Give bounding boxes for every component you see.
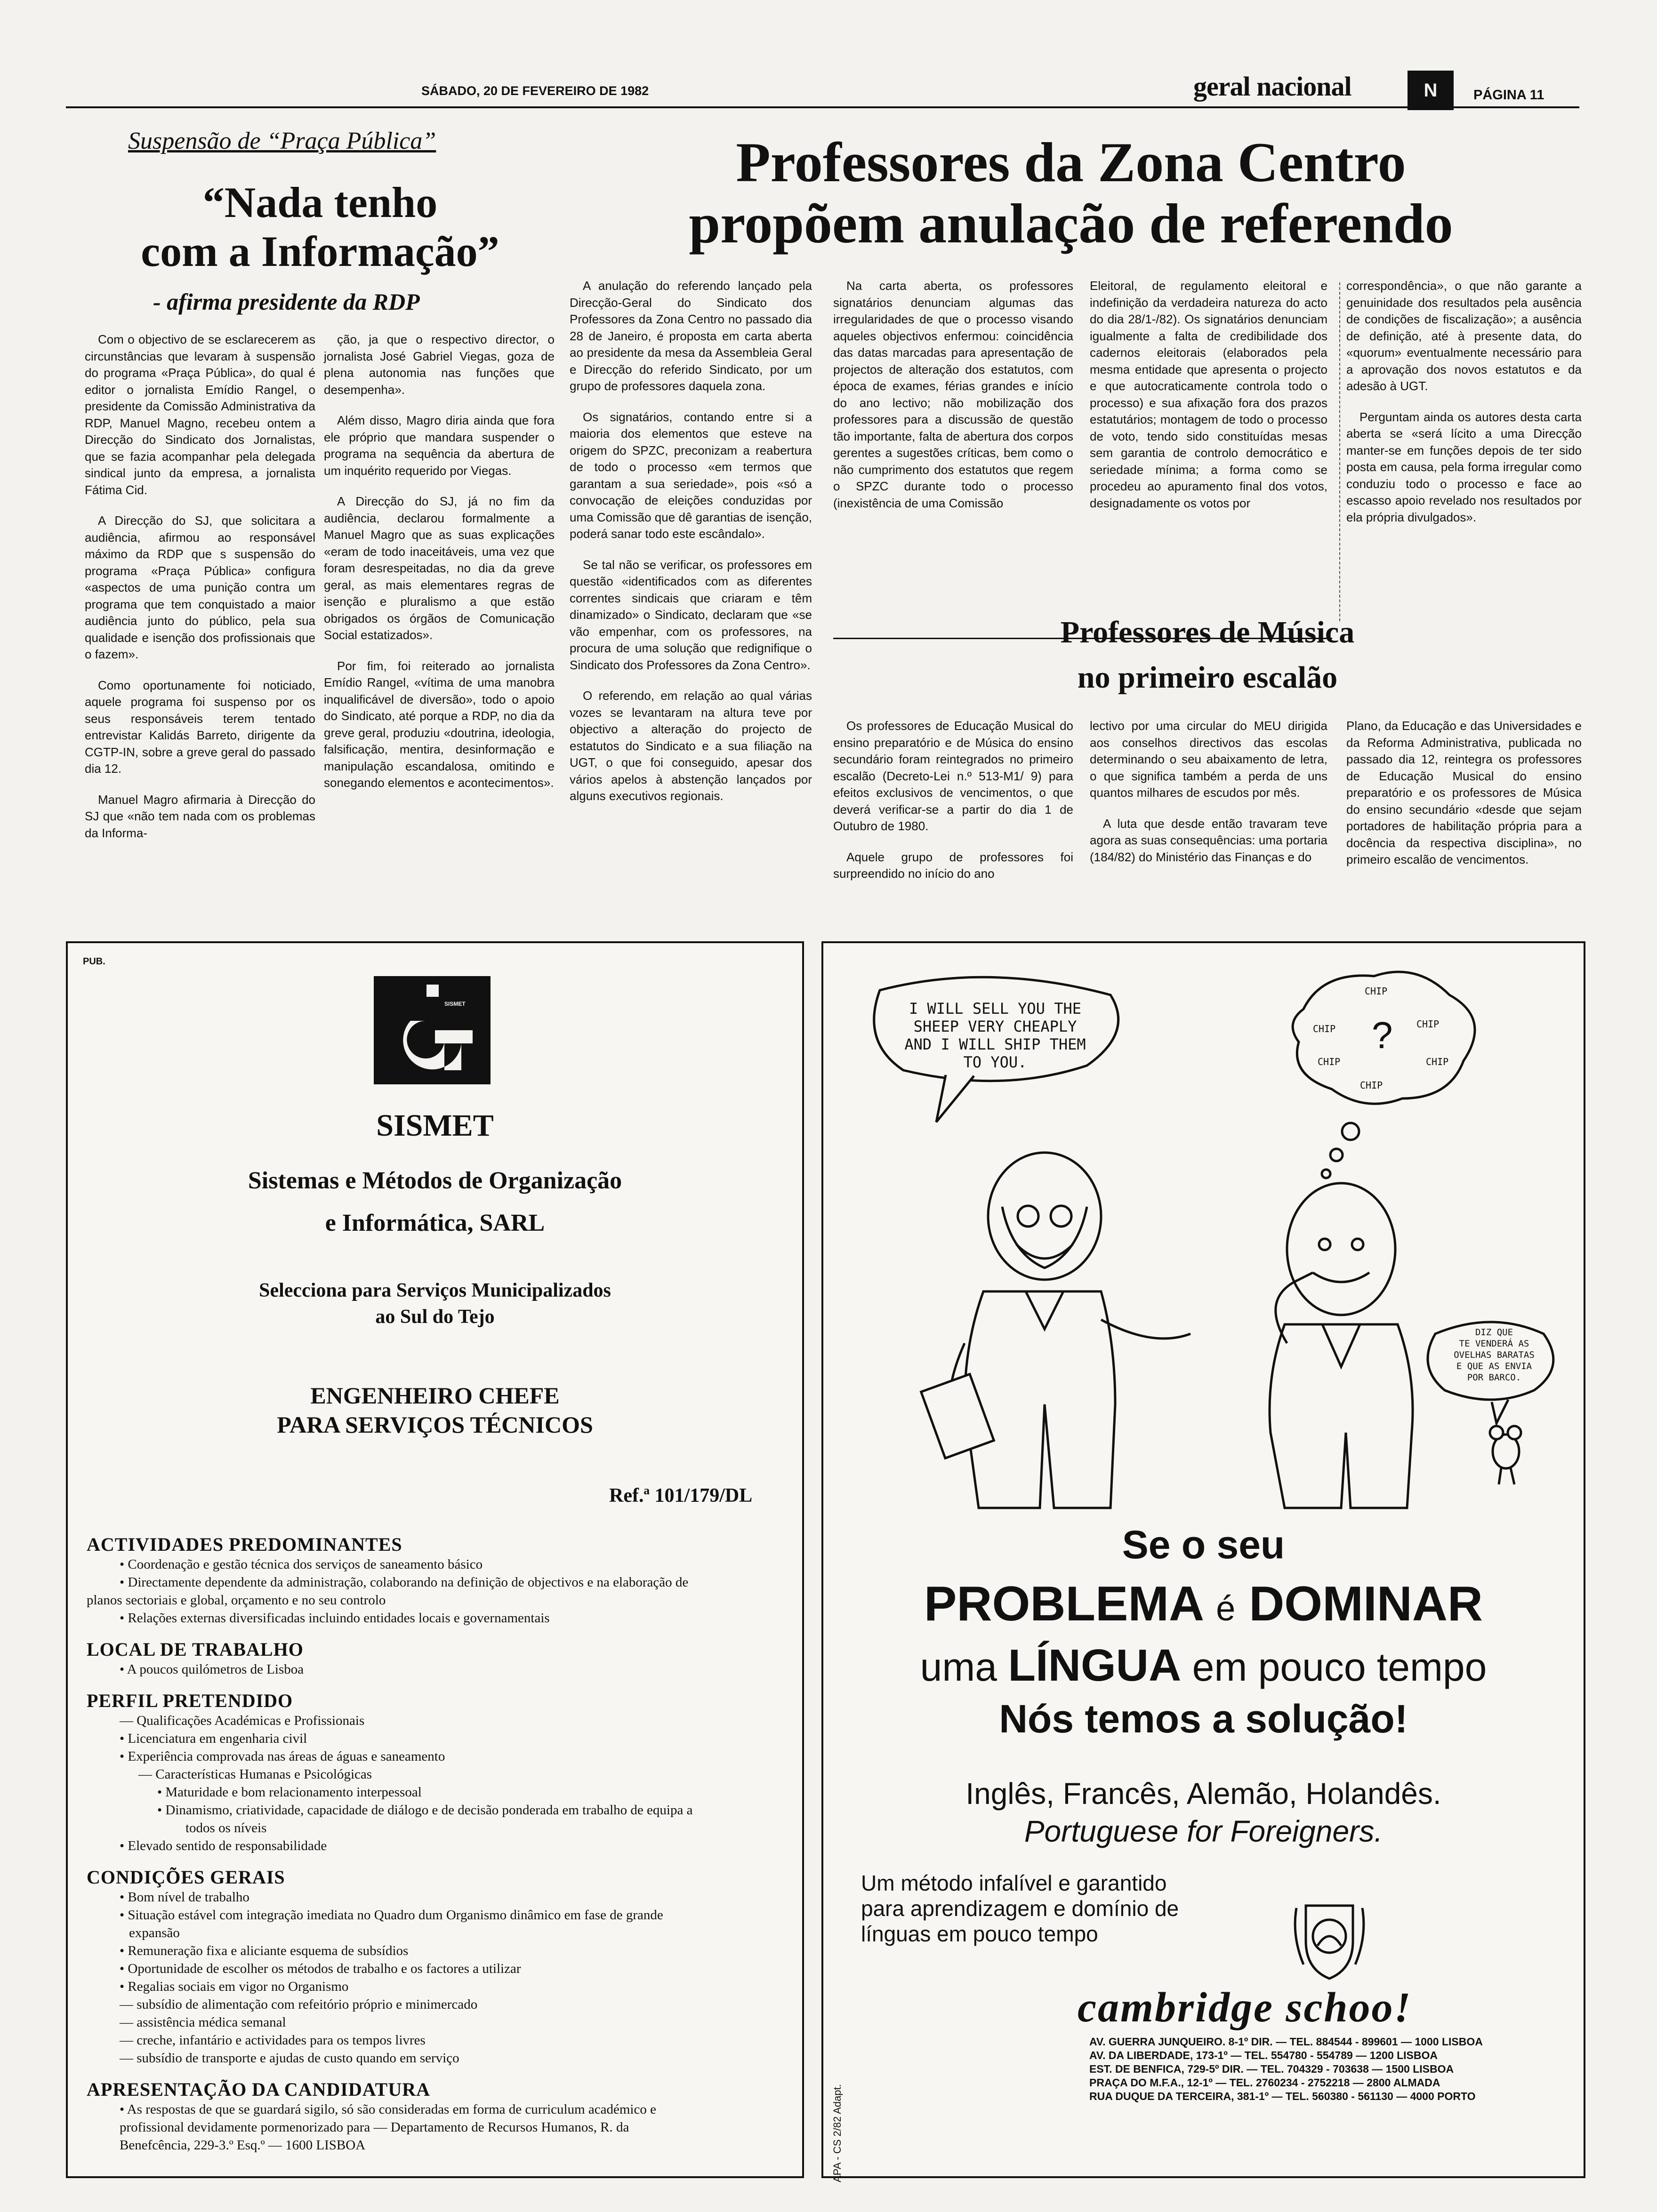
agency-credit: APA - CS 2/82 Adapt. — [831, 2084, 843, 2182]
rdp-deck: - afirma presidente da RDP — [153, 289, 420, 315]
paragraph: Eleitoral, de regulamento eleitoral e indefinição da verdadeira natureza do acto do dia 28/1-/82). Os signatários denunciam igualmente a falta de credibilidade dos cadernos eleitorais (elaborados pela mesma entidade que apresenta o projecto e que autocraticamente controla todo o processo) e sua afixação fora dos prazos estatutários; montagem de todo o processo de voto, tendo sido constituídas mesas sem garantia de controlo democrático e seriedade mínima; a forma como se procedeu ao apuramento final dos votos, designadamente os votos por — [1090, 279, 1327, 510]
sismet-profile-item: • Licenciatura em engenharia civil — [120, 1731, 307, 1746]
sismet-profile-item: — Características Humanas e Psicológicas — [138, 1767, 372, 1782]
sismet-condition: — creche, infantário e actividades para os tempos livres — [120, 2033, 426, 2048]
professores-column-3 — [1090, 278, 1327, 526]
thought-chip: CHIP — [1313, 1023, 1336, 1034]
method-line: línguas em pouco tempo — [861, 1922, 1098, 1946]
sismet-logo-text: SISMET — [444, 1001, 466, 1007]
thought-question-mark: ? — [1372, 1014, 1393, 1056]
paragraph: A anulação do referendo lançado pela Direcção-Geral do Sindicato dos Professores da Zona Centro no passado dia 28 de Janeiro, é proposta em carta aberta ao presidente da mesa da Assembleia Geral e Direcção do referido Sindicato, por um grupo de professores daquela zona. — [570, 279, 812, 393]
slogan-dominar: DOMINAR — [1249, 1577, 1483, 1631]
slogan-line-4: Nós temos a solução! — [999, 1697, 1408, 1741]
mouse-line: POR BARCO. — [1467, 1372, 1521, 1383]
sismet-subtitle — [68, 1160, 802, 1244]
section-logo-text: N — [1424, 80, 1438, 101]
sismet-application: profissional devidamente pormenorizado para — Departamento de Recursos Humanos, R. da — [120, 2120, 629, 2135]
sismet-profile-item: • Maturidade e bom relacionamento interpessoal — [157, 1785, 422, 1800]
portuguese-for-foreigners: Portuguese for Foreigners. — [1024, 1814, 1383, 1848]
address-line: EST. DE BENFICA, 729-5º DIR. — TEL. 704329 - 703638 — 1500 LISBOA — [1089, 2063, 1454, 2075]
musica-headline-line1: Professores de Música — [1060, 615, 1355, 649]
paragraph: A luta que desde então travaram teve agora as suas consequências: uma portaria (184/82) do Ministério das Finanças e do — [1090, 816, 1327, 864]
mouse-line: OVELHAS BARATAS — [1454, 1350, 1535, 1360]
paragraph: Se tal não se verificar, os professores em questão «identificados com as diferentes correntes sindicais que criaram e têm dinamizado» o Sindicato, declaram que «se vão empenhar, com os professores, na procura de uma solução que redignifique o Sindicato dos Professores da Zona Centro». — [570, 557, 812, 672]
speech-line: AND I WILL SHIP THEM — [904, 1035, 1086, 1053]
slogan-problema: PROBLEMA — [924, 1577, 1203, 1631]
address-line: AV. GUERRA JUNQUEIRO. 8-1º DIR. — TEL. 884544 - 899601 — 1000 LISBOA — [1089, 2036, 1483, 2048]
sismet-condition: • Regalias sociais em vigor no Organismo — [120, 1979, 349, 1994]
sismet-position — [68, 1381, 802, 1439]
sismet-profile-item: • Experiência comprovada nas áreas de águas e saneamento — [120, 1749, 445, 1764]
mouse-bubble-text — [1431, 1327, 1558, 1383]
rdp-headline-line2: com a Informação” — [141, 227, 499, 275]
thought-chip: CHIP — [1426, 1056, 1449, 1067]
section-title: geral nacional — [1193, 71, 1351, 102]
sismet-profile-item: • Dinamismo, criatividade, capacidade de diálogo e de decisão ponderada em trabalho de equipa a — [157, 1803, 693, 1818]
cambridge-advert — [821, 941, 1585, 2182]
sismet-location: • A poucos quilómetros de Lisboa — [120, 1662, 304, 1677]
professores-column-1 — [570, 278, 812, 819]
method-line: para aprendizagem e domínio de — [861, 1896, 1179, 1921]
speech-bubble-text — [885, 1000, 1106, 1071]
paragraph: O referendo, em relação ao qual várias vozes se levantaram na altura teve por objectivo a alteração do projecto de estatutos do Sindicato e a sua filiação na UGT, o que foi conseguido, apesar dos vários apelos à abstenção lançados por alguns executivos regionais. — [570, 689, 812, 803]
musica-headline — [833, 610, 1582, 700]
cambridge-addresses — [1089, 2035, 1483, 2103]
mouse-line: TE VENDERÁ AS — [1459, 1338, 1529, 1349]
slogan-uma: uma — [920, 1645, 997, 1689]
thought-chip: CHIP — [1318, 1056, 1341, 1067]
rdp-column-2 — [324, 331, 555, 806]
cambridge-brand-logo: cambridge schoo! — [1078, 1984, 1412, 2031]
rdp-headline — [94, 178, 546, 276]
thought-chip: CHIP — [1365, 986, 1388, 997]
sismet-logo — [374, 976, 491, 1084]
sismet-company: SISMET — [376, 1108, 494, 1143]
header-rule — [66, 106, 1579, 108]
mouse-line: E QUE AS ENVIA — [1456, 1361, 1532, 1371]
sismet-condition: — assistência médica semanal — [120, 2015, 286, 2030]
sismet-reference: Ref.ª 101/179/DL — [609, 1485, 753, 1507]
sismet-conditions-title: CONDIÇÕES GERAIS — [87, 1867, 285, 1888]
sismet-profile-item: — Qualificações Académicas e Profissionais — [120, 1713, 365, 1728]
languages-list: Inglês, Francês, Alemão, Holandês. — [965, 1777, 1441, 1811]
sismet-position-2: PARA SERVIÇOS TÉCNICOS — [277, 1411, 593, 1438]
professores-column-2 — [833, 278, 1073, 526]
professores-column-4 — [1346, 278, 1582, 540]
professores-headline-line2: propõem anulação de referendo — [689, 192, 1453, 255]
paragraph: Manuel Magro afirmaria à Direcção do SJ que «não tem nada com os problemas da Informa- — [85, 792, 315, 840]
paragraph: A Direcção do SJ, já no fim da audiência, declarou formalmente a Manuel Magro que as suas explicações «eram de todo inaceitáveis, uma vez que foram desrespeitadas, no dia da greve geral, as mais elementares regras de isenção e pluralismo a que estão obrigados os órgãos de Comunicação Social estatizados». — [324, 494, 555, 642]
cambridge-crest-icon — [1289, 1894, 1369, 1983]
address-line: PRAÇA DO M.F.A., 12-1º — TEL. 2760234 - 2752218 — 2800 ALMADA — [1089, 2076, 1440, 2089]
address-line: AV. DA LIBERDADE, 173-1º — TEL. 554780 - 554789 — 1200 LISBOA — [1089, 2049, 1438, 2061]
sismet-selects-1: Selecciona para Serviços Municipalizados — [259, 1280, 611, 1301]
sismet-condition: — subsídio de transporte e ajudas de custo quando em serviço — [120, 2051, 459, 2066]
musica-column-3 — [1346, 718, 1582, 882]
paragraph: Na carta aberta, os professores signatários denunciam algumas das irregularidades de que o processo visando aqueles objectivos enfermou: coincidência das datas marcadas para apresentação de projectos de alteração dos estatutos, com época de exames, férias grandes e início do ano lectivo; não mobilização dos professores para a discussão de questão tão importante, falta de abertura dos corpos gerentes a sugestões críticas, bem como o não cumprimento dos estatutos que regem o SPZC durante todo o processo (inexistência de uma Comissão — [833, 279, 1073, 510]
paragraph: A Direcção do SJ, que solicitara a audiência, afirmou ao responsável máximo da RDP que s suspensão do programa «Praça Pública» configura «aspectos de uma punição contra um programa que tem conquistado a maior audiência junto do público, pela sua qualidade e isenção dos profissionais que o fazem». — [85, 513, 315, 661]
paragraph: Os professores de Educação Musical do ensino preparatório e de Música do ensino secundário foram reintegrados no primeiro escalão (Decreto-Lei n.º 513-M1/ 9) para efeitos exclusivos de vencimentos, o que deverá verificar-se a partir do dia 1 de Outubro de 1980. — [833, 719, 1073, 833]
page-date: SÁBADO, 20 DE FEVEREIRO DE 1982 — [421, 84, 649, 98]
slogan-line-3 — [823, 1640, 1584, 1691]
paragraph: Plano, da Educação e das Universidades e da Reforma Administrativa, publicada no passado dia 12, reintegra os professores de Educação Musical do ensino preparatório e os professores de Música do ensino secundário «desde que sejam portadores de habilitação própria para a docência da respectiva disciplina», no primeiro escalão de vencimentos. — [1346, 719, 1582, 866]
section-logo — [1408, 71, 1454, 110]
sismet-condition: • Bom nível de trabalho — [120, 1890, 249, 1905]
sismet-condition: • Remuneração fixa e aliciante esquema de subsídios — [120, 1943, 409, 1958]
address-line: RUA DUQUE DA TERCEIRA, 381-1º — TEL. 560380 - 561130 — 4000 PORTO — [1089, 2090, 1476, 2102]
sismet-selects-2: ao Sul do Tejo — [375, 1306, 495, 1328]
mouse-line: DIZ QUE — [1475, 1327, 1513, 1338]
sismet-subtitle-2: e Informática, SARL — [325, 1210, 545, 1236]
sismet-profile-item: todos os níveis — [185, 1820, 267, 1835]
sismet-activity: planos sectoriais e global, orçamento e no seu controlo — [87, 1593, 386, 1608]
sismet-activities-title: ACTIVIDADES PREDOMINANTES — [87, 1534, 402, 1555]
speech-line: I WILL SELL YOU THE — [909, 1000, 1082, 1018]
paragraph: Como oportunamente foi noticiado, aquele programa foi suspenso por os seus responsáveis terem tentado entrevistar Kalidás Barreto, dirigente da CGTP-IN, sobre a greve geral do passado dia 12. — [85, 678, 315, 776]
paragraph: correspondência», o que não garante a genuinidade dos resultados pela ausência de condições de fiscalização»; a ausência de definição, até à presente data, do «quorum» eventualmente necessário para a aprovação dos novos estatutos e da adesão à UGT. — [1346, 279, 1582, 393]
sismet-application: • As respostas de que se guardará sigilo, só são consideradas em forma de curriculum académico e — [120, 2102, 656, 2117]
sismet-profile-title: PERFIL PRETENDIDO — [87, 1690, 293, 1711]
paragraph: Os signatários, contando entre si a maioria dos elementos que esteve na origem do SPZC, preconizam a reabertura de todo o processo «em termos que garantam a sua seriedade», pois «só a convocação de eleições conduzidas por uma Comissão que dê garantias de isenção, poderá sanar todo este escândalo». — [570, 409, 812, 541]
slogan-em-pouco-tempo: em pouco tempo — [1192, 1645, 1487, 1689]
sismet-activity: • Relações externas diversificadas incluindo entidades locais e governamentais — [120, 1611, 550, 1626]
paragraph: Além disso, Magro diria ainda que fora ele próprio que mandara suspender o programa na sequência da abertura de um inquérito requerido por Viegas. — [324, 413, 555, 478]
slogan-e: é — [1216, 1589, 1236, 1628]
slogan-lingua: LÍNGUA — [1008, 1640, 1182, 1691]
paragraph: Com o objectivo de se esclarecerem as circunstâncias que levaram à suspensão do programa «Praça Pública», do qual é editor o jornalista Emídio Rangel, o presidente da Comissão Administrativa da RDP, Manuel Magno, recebeu ontem a Direcção do Sindicato dos Jornalistas, que se fazia acompanhar pela delegada sindical junto da empresa, a jornalista Fátima Cid. — [85, 332, 315, 497]
pub-label: PUB. — [83, 956, 105, 967]
sismet-condition: • Situação estável com integração imediata no Quadro dum Organismo dinâmico em fase de grande — [120, 1907, 663, 1923]
sismet-condition: — subsídio de alimentação com refeitório próprio e minimercado — [120, 1997, 478, 2012]
paragraph: lectivo por uma circular do MEU dirigida aos conselhos directivos das escolas determinando o seu abaixamento de letra, o que significa também a perda de uns quantos milhares de escudos por mês. — [1090, 719, 1327, 800]
paragraph: ção, ja que o respectivo director, o jornalista José Gabriel Viegas, goza de plena autonomia nas funções que desempenha». — [324, 332, 555, 397]
sismet-position-1: ENGENHEIRO CHEFE — [310, 1382, 560, 1409]
sismet-subtitle-1: Sistemas e Métodos de Organização — [248, 1167, 622, 1194]
sismet-selects — [68, 1277, 802, 1330]
slogan-line-2 — [823, 1576, 1584, 1632]
thought-chip: CHIP — [1416, 1018, 1440, 1030]
method-line: Um método infalível e garantido — [861, 1871, 1167, 1895]
paragraph: Por fim, foi reiterado ao jornalista Emídio Rangel, «vítima de uma manobra inqualificável de diversão», todo o apoio do Sindicato, até porque a RDP, no dia da greve geral, produziu «doutrina, ideologia, falsificação, mentira, desinformação e manipulação escandalosa, omitindo e sonegando elementos e acontecimentos». — [324, 658, 555, 790]
musica-column-2 — [1090, 718, 1327, 880]
sismet-advert — [66, 941, 804, 2178]
sismet-activity: • Directamente dependente da administração, colaborando na definição de objectivos e na elaboração de — [120, 1575, 689, 1590]
rdp-kicker: Suspensão de “Praça Pública” — [128, 128, 436, 154]
sismet-condition: expansão — [129, 1925, 180, 1940]
musica-column-1 — [833, 718, 1073, 897]
sismet-location-title: LOCAL DE TRABALHO — [87, 1639, 304, 1660]
sismet-condition: • Oportunidade de escolher os métodos de trabalho e os factores a utilizar — [120, 1961, 521, 1976]
sismet-profile-item: • Elevado sentido de responsabilidade — [120, 1838, 327, 1853]
sismet-logo-mark — [374, 976, 491, 1084]
method-description — [861, 1870, 1179, 1947]
rdp-column-1 — [85, 331, 315, 856]
thought-chip: CHIP — [1360, 1080, 1383, 1091]
page-number: PÁGINA 11 — [1473, 88, 1544, 103]
paragraph: Perguntam ainda os autores desta carta aberta se «será lícito a uma Direcção manter-se em funções depois de ter sido posta em causa, pela forma irregular como conduziu todo o processo e face ao escasso apoio revelado nos resultados por ela própria divulgados». — [1346, 409, 1582, 524]
paragraph: Aquele grupo de professores foi surpreendido no início do ano — [833, 850, 1073, 881]
column-divider — [1339, 282, 1340, 621]
rdp-headline-line1: “Nada tenho — [202, 178, 438, 226]
speech-line: TO YOU. — [963, 1053, 1027, 1071]
professores-headline-line1: Professores da Zona Centro — [736, 131, 1406, 193]
sismet-application: Benefcência, 229-3.º Esq.º — 1600 LISBOA — [120, 2138, 366, 2153]
professores-headline — [563, 132, 1579, 254]
sismet-application-title: APRESENTAÇÃO DA CANDIDATURA — [87, 2079, 431, 2100]
sismet-activity: • Coordenação e gestão técnica dos serviços de saneamento básico — [120, 1557, 483, 1572]
sismet-details — [87, 1522, 788, 2154]
slogan-line-1: Se o seu — [1122, 1523, 1285, 1567]
speech-line: SHEEP VERY CHEAPLY — [913, 1018, 1077, 1035]
musica-headline-line2: no primeiro escalão — [1077, 660, 1338, 695]
